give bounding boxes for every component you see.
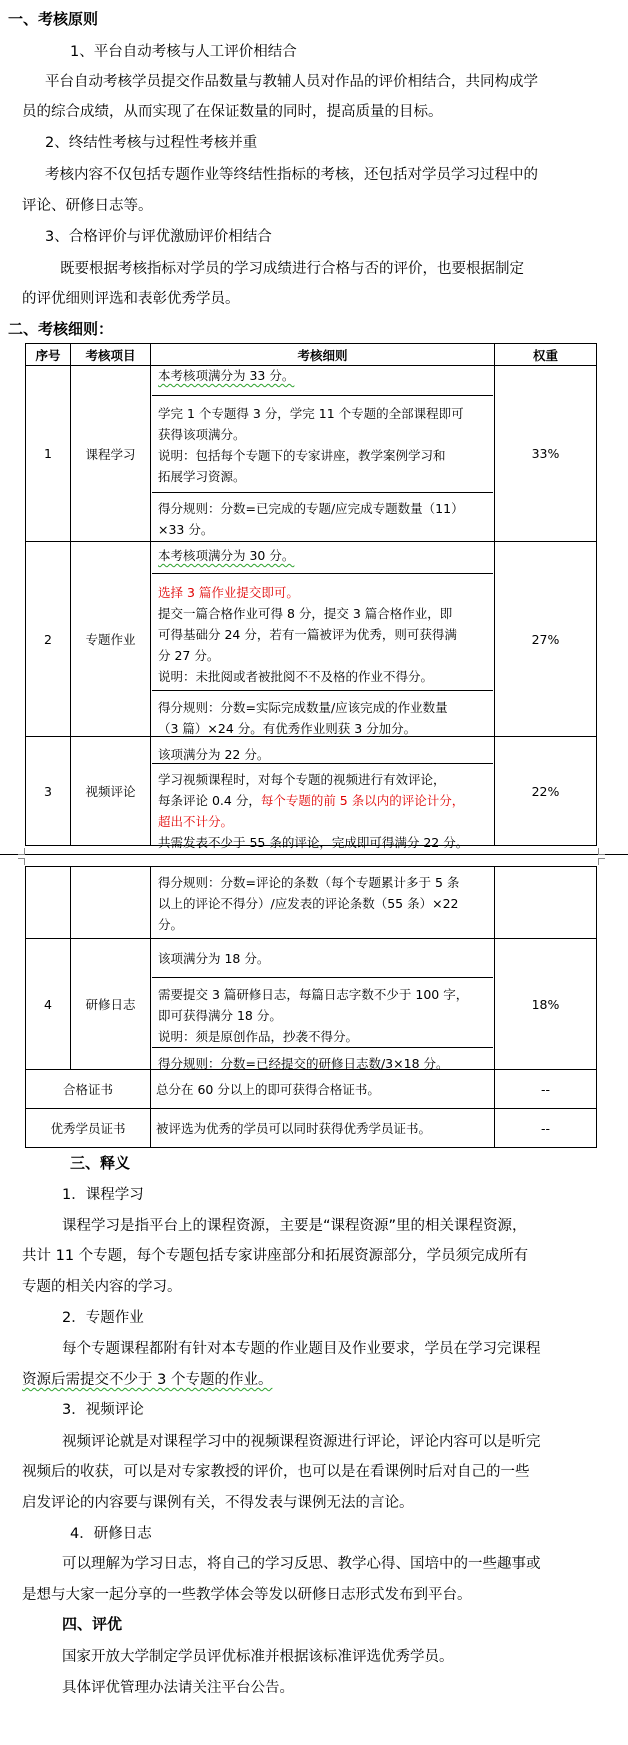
section-1-title: 一、考核原则 bbox=[8, 10, 99, 28]
row-1-detail-line: 本考核项满分为 33 分。 bbox=[158, 368, 295, 383]
term-4-title: 4．研修日志 bbox=[70, 1526, 152, 1542]
header-item: 考核项目 bbox=[71, 344, 151, 366]
row-1-detail-line: 拓展学习资源。 bbox=[158, 469, 246, 484]
row-2-detail-line: 本考核项满分为 30 分。 bbox=[158, 548, 295, 563]
row-3-item: 视频评论 bbox=[71, 737, 151, 846]
header-detail: 考核细则 bbox=[151, 344, 495, 366]
term-4-text-line: 是想与大家一起分享的一些教学体会等发以研修日志形式发布到平台。 bbox=[22, 1587, 472, 1603]
row-2-detail-line: 分 27 分。 bbox=[158, 648, 220, 663]
row-5-item: 合格证书 bbox=[26, 1070, 151, 1109]
term-2-title: 2．专题作业 bbox=[62, 1310, 144, 1326]
row-6-detail: 被评选为优秀的学员可以同时获得优秀学员证书。 bbox=[151, 1109, 495, 1148]
term-3-title: 3．视频评论 bbox=[62, 1402, 144, 1418]
page-corner-mark bbox=[598, 858, 605, 865]
principle-2-text-line: 评论、研修日志等。 bbox=[22, 198, 153, 214]
row-3-detail-line: 每条评论 0.4 分，每个专题的前 5 条以内的评论计分， bbox=[158, 793, 465, 808]
row-3-detail-line: 学习视频课程时，对每个专题的视频进行有效评论， bbox=[158, 772, 446, 787]
row-6-item: 优秀学员证书 bbox=[26, 1109, 151, 1148]
row-3-no: 3 bbox=[26, 737, 71, 846]
term-1-text-line: 课程学习是指平台上的课程资源，主要是“课程资源”里的相关课程资源， bbox=[62, 1218, 527, 1234]
row-2-detail-line: （3 篇）×24 分。有优秀作业则获 3 分加分。 bbox=[158, 721, 417, 736]
row-4-detail-line: 说明：须是原创作品，抄袭不得分。 bbox=[158, 1029, 359, 1044]
row-5-weight: -- bbox=[495, 1070, 597, 1109]
row-2-item: 专题作业 bbox=[71, 542, 151, 737]
row-4-weight: 18% bbox=[495, 939, 597, 1070]
header-no: 序号 bbox=[26, 344, 71, 366]
row-1-weight: 33% bbox=[495, 366, 597, 542]
row-3-cont-weight bbox=[495, 867, 597, 939]
term-3-text-line: 启发评论的内容要与课例有关，不得发表与课例无法的言论。 bbox=[22, 1495, 414, 1511]
principle-1-text-line: 平台自动考核学员提交作品数量与教辅人员对作品的评价相结合，共同构成学 bbox=[45, 74, 538, 90]
row-2-weight: 27% bbox=[495, 542, 597, 737]
section-4-title: 四、评优 bbox=[62, 1615, 123, 1633]
principle-1-text-line: 员的综合成绩，从而实现了在保证数量的同时，提高质量的目标。 bbox=[22, 104, 443, 120]
row-4-detail-line: 即可获得满分 18 分。 bbox=[158, 1008, 282, 1023]
row-5-detail: 总分在 60 分以上的即可获得合格证书。 bbox=[151, 1070, 495, 1109]
row-3-cont-no bbox=[26, 867, 71, 939]
term-2-text-line: 资源后需提交不少于 3 个专题的作业。 bbox=[22, 1372, 273, 1388]
page-break-line bbox=[0, 854, 628, 855]
row-1-no: 1 bbox=[26, 366, 71, 542]
award-text-line: 具体评优管理办法请关注平台公告。 bbox=[62, 1680, 294, 1696]
row-3-detail-highlight: 超出不计分。 bbox=[158, 814, 234, 829]
term-3-text-line: 视频评论就是对课程学习中的视频课程资源进行评论，评论内容可以是听完 bbox=[62, 1434, 541, 1450]
page-corner-mark bbox=[598, 848, 605, 855]
row-4-no: 4 bbox=[26, 939, 71, 1070]
row-1-item: 课程学习 bbox=[71, 366, 151, 542]
term-1-text-line: 共计 11 个专题，每个专题包括专家讲座部分和拓展资源部分，学员须完成所有 bbox=[22, 1248, 529, 1264]
principle-3-text-line: 的评优细则评选和表彰优秀学员。 bbox=[22, 291, 240, 307]
page-corner-mark bbox=[18, 858, 25, 865]
term-3-text-line: 视频后的收获，可以是对专家教授的评价，也可以是在看课例时后对自己的一些 bbox=[22, 1464, 530, 1480]
row-4-detail-line: 得分规则：分数=已经提交的研修日志数/3×18 分。 bbox=[158, 1056, 449, 1071]
row-3-detail-line: 以上的评论不得分）/应发表的评论条数（55 条）×22 bbox=[158, 896, 459, 911]
award-text-line: 国家开放大学制定学员评优标准并根据该标准评选优秀学员。 bbox=[62, 1649, 454, 1665]
row-1-detail-line: 获得该项满分。 bbox=[158, 427, 246, 442]
header-weight: 权重 bbox=[495, 344, 597, 366]
row-2-no: 2 bbox=[26, 542, 71, 737]
page-corner-mark bbox=[18, 848, 25, 855]
row-3-detail-line: 该项满分为 22 分。 bbox=[158, 747, 270, 762]
term-1-text-line: 专题的相关内容的学习。 bbox=[22, 1279, 182, 1295]
row-1-detail-line: 得分规则：分数=已完成的专题/应完成专题数量（11） bbox=[158, 501, 464, 516]
row-1-detail-line: 说明：包括每个专题下的专家讲座，教学案例学习和 bbox=[158, 448, 446, 463]
row-3-cont-item bbox=[71, 867, 151, 939]
row-3-detail-line: 共需发表不少于 55 条的评论，完成即可得满分 22 分。 bbox=[158, 835, 469, 850]
row-2-detail-line: 得分规则：分数=实际完成数量/应该完成的作业数量 bbox=[158, 700, 448, 715]
term-1-title: 1．课程学习 bbox=[62, 1187, 144, 1203]
row-3-detail-line: 得分规则：分数=评论的条数（每个专题累计多于 5 条 bbox=[158, 875, 460, 890]
row-6-weight: -- bbox=[495, 1109, 597, 1148]
row-4-item: 研修日志 bbox=[71, 939, 151, 1070]
row-2-detail-line: 提交一篇合格作业可得 8 分，提交 3 篇合格作业，即 bbox=[158, 606, 453, 621]
row-3-detail-line: 分。 bbox=[158, 917, 184, 932]
row-4-detail-line: 需要提交 3 篇研修日志，每篇日志字数不少于 100 字， bbox=[158, 987, 469, 1002]
principle-3-title: 3、合格评价与评优激励评价相结合 bbox=[45, 229, 272, 245]
row-2-detail-line: 可得基础分 24 分，若有一篇被评为优秀，则可获得满 bbox=[158, 627, 457, 642]
principle-2-title: 2、终结性考核与过程性考核并重 bbox=[45, 135, 258, 151]
section-3-title: 三、释义 bbox=[70, 1154, 131, 1172]
row-4-detail-line: 该项满分为 18 分。 bbox=[158, 951, 270, 966]
row-2-detail-highlight: 选择 3 篇作业提交即可。 bbox=[158, 585, 299, 600]
principle-3-text-line: 既要根据考核指标对学员的学习成绩进行合格与否的评价，也要根据制定 bbox=[60, 261, 524, 277]
principle-2-text-line: 考核内容不仅包括专题作业等终结性指标的考核，还包括对学员学习过程中的 bbox=[45, 167, 538, 183]
term-4-text-line: 可以理解为学习日志，将自己的学习反思、教学心得、国培中的一些趣事或 bbox=[62, 1556, 541, 1572]
row-1-detail-line: ×33 分。 bbox=[158, 522, 214, 537]
row-1-detail-line: 学完 1 个专题得 3 分，学完 11 个专题的全部课程即可 bbox=[158, 406, 464, 421]
row-3-weight: 22% bbox=[495, 737, 597, 846]
section-2-title: 二、考核细则： bbox=[8, 320, 114, 338]
principle-1-title: 1、平台自动考核与人工评价相结合 bbox=[70, 44, 297, 60]
row-2-detail-line: 说明：未批阅或者被批阅不不及格的作业不得分。 bbox=[158, 669, 434, 684]
term-2-text-line: 每个专题课程都附有针对本专题的作业题目及作业要求，学员在学习完课程 bbox=[62, 1341, 541, 1357]
